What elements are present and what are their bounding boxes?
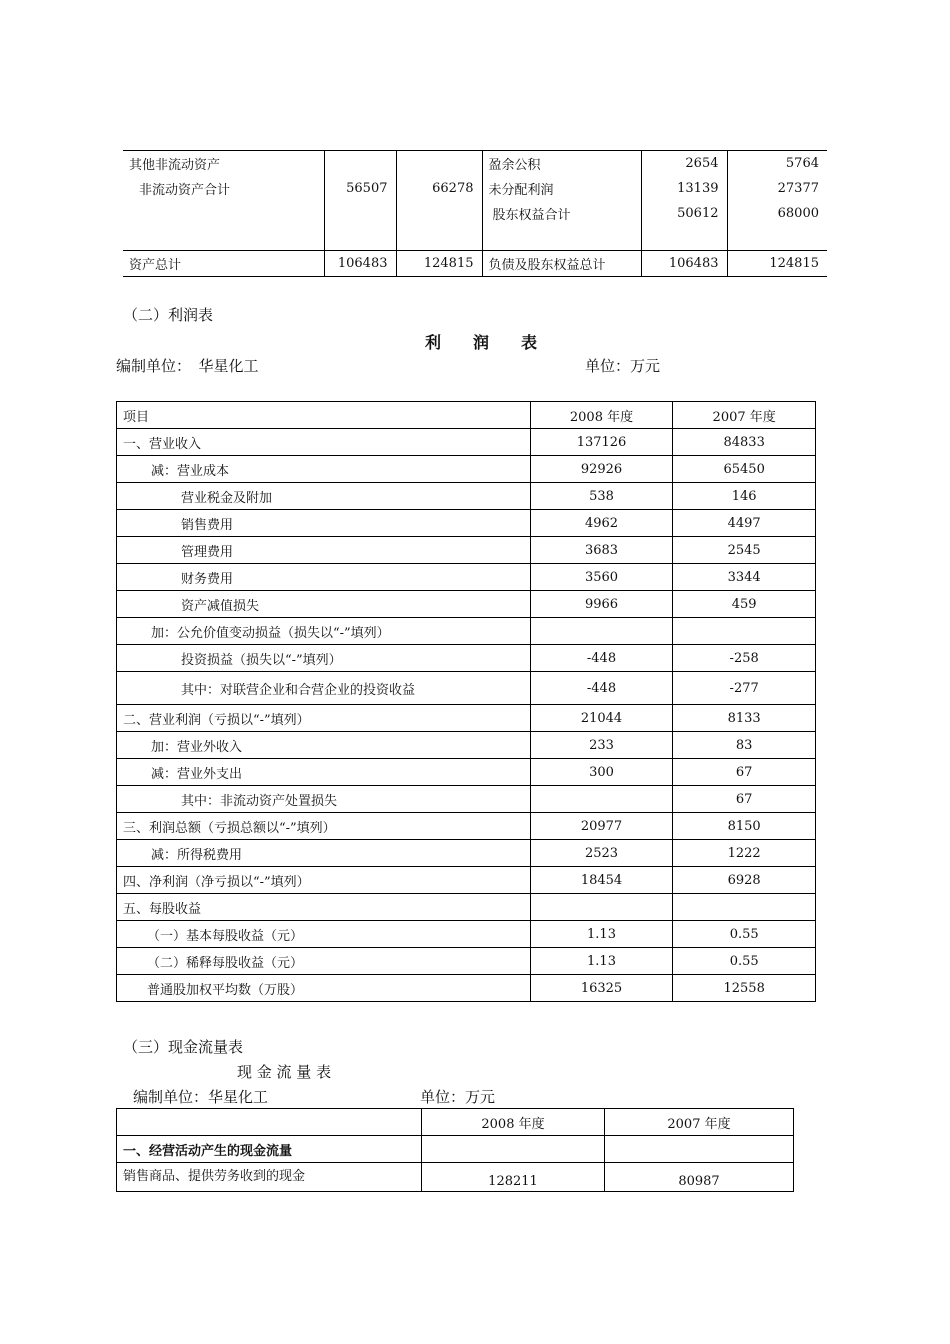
value-2007: 459 [673, 591, 816, 618]
table-row [117, 564, 816, 591]
row-label: 销售费用 [117, 510, 531, 537]
table-row [117, 732, 816, 759]
balance-label: 其他非流动资产 [123, 151, 324, 177]
row-label: 营业税金及附加 [117, 483, 531, 510]
table-row [117, 618, 816, 645]
total-equity-label: 负债及股东权益总计 [482, 251, 641, 277]
table-row [117, 591, 816, 618]
income-statement-title: 利 润 表 [425, 333, 538, 352]
balance-sheet-fragment [123, 150, 827, 277]
table-row [117, 456, 816, 483]
balance-label: 非流动资产合计 [139, 183, 231, 198]
value-2007: 84833 [673, 429, 816, 456]
column-header-2007: 2007 年度 [605, 1109, 794, 1136]
column-header-2008: 2008 年度 [422, 1109, 605, 1136]
value-2008: 16325 [530, 975, 673, 1002]
value-2007: 2545 [673, 537, 816, 564]
value-2008 [530, 618, 673, 645]
row-label: 投资损益（损失以“-”填列） [117, 645, 531, 672]
row-label: 二、营业利润（亏损以“-”填列） [117, 705, 531, 732]
row-label: 加：营业外收入 [117, 732, 531, 759]
value-2008: 9966 [530, 591, 673, 618]
value-2008: 92926 [530, 456, 673, 483]
value-2008: -448 [530, 645, 673, 672]
row-label: 三、利润总额（亏损总额以“-”填列） [117, 813, 531, 840]
value-2007 [605, 1136, 794, 1163]
table-header-row [117, 402, 816, 429]
value-2008: 233 [530, 732, 673, 759]
total-value-2007: 124815 [396, 251, 482, 277]
total-label: 资产总计 [123, 251, 324, 277]
row-label: 其中：对联营企业和合营企业的投资收益 [117, 672, 531, 705]
section-heading-income: （二）利润表 [123, 306, 214, 324]
row-label: （一）基本每股收益（元） [117, 921, 531, 948]
value-2007: 8133 [673, 705, 816, 732]
table-row [117, 429, 816, 456]
table-row [117, 483, 816, 510]
table-row [117, 537, 816, 564]
value-2008: 3560 [530, 564, 673, 591]
value-2008: 3683 [530, 537, 673, 564]
equity-value-2008: 2654 [641, 151, 727, 177]
value-2007: 146 [673, 483, 816, 510]
value-2007: 67 [673, 759, 816, 786]
value-2008: 4962 [530, 510, 673, 537]
equity-value-2007: 27377 [727, 176, 827, 201]
value-2008: 18454 [530, 867, 673, 894]
table-row [117, 975, 816, 1002]
value-2008: 128211 [422, 1163, 605, 1192]
row-label: 五、每股收益 [117, 894, 531, 921]
total-equity-value-2008: 106483 [641, 251, 727, 277]
equity-value-2007: 5764 [727, 151, 827, 177]
value-2008: 137126 [530, 429, 673, 456]
equity-label: 未分配利润 [482, 176, 641, 201]
total-row [123, 251, 827, 277]
value-2008: 2523 [530, 840, 673, 867]
row-label: 其中：非流动资产处置损失 [117, 786, 531, 813]
table-row [117, 1163, 794, 1192]
total-value-2008: 106483 [324, 251, 396, 277]
row-label: 一、营业收入 [117, 429, 531, 456]
row-label: 一、经营活动产生的现金流量 [117, 1136, 422, 1163]
table-row [117, 813, 816, 840]
value-2007: 80987 [605, 1163, 794, 1192]
value-2008 [530, 894, 673, 921]
table-row [117, 867, 816, 894]
equity-value-2007: 68000 [727, 201, 827, 226]
value-2007: 65450 [673, 456, 816, 483]
value-2008: 1.13 [530, 921, 673, 948]
column-header-2008: 2008 年度 [530, 402, 673, 429]
cash-flow-currency-unit: 单位：万元 [420, 1088, 496, 1106]
currency-unit: 单位：万元 [585, 357, 661, 375]
value-2007: 1222 [673, 840, 816, 867]
row-label: 资产减值损失 [117, 591, 531, 618]
cash-flow-title: 现 金 流 量 表 [237, 1063, 332, 1081]
equity-value-2008: 13139 [641, 176, 727, 201]
value-2008 [422, 1136, 605, 1163]
column-header-2007: 2007 年度 [673, 402, 816, 429]
column-header-item: 项目 [117, 402, 531, 429]
balance-value-2008: 56507 [324, 176, 396, 201]
table-header-row [117, 1109, 794, 1136]
row-label: 普通股加权平均数（万股） [117, 975, 531, 1002]
row-label: 减：营业成本 [117, 456, 531, 483]
value-2007: -258 [673, 645, 816, 672]
value-2008 [530, 786, 673, 813]
compiler-unit: 编制单位： 华星化工 [116, 357, 259, 375]
table-row [117, 645, 816, 672]
table-row [117, 1136, 794, 1163]
value-2008: -448 [530, 672, 673, 705]
table-row [117, 948, 816, 975]
table-row [123, 176, 827, 201]
table-row [117, 705, 816, 732]
section-heading-cash-flow: （三）现金流量表 [123, 1038, 244, 1056]
table-row [117, 840, 816, 867]
total-equity-value-2007: 124815 [727, 251, 827, 277]
value-2007: 12558 [673, 975, 816, 1002]
value-2007: 6928 [673, 867, 816, 894]
value-2007: 0.55 [673, 948, 816, 975]
value-2007: 83 [673, 732, 816, 759]
value-2007: -277 [673, 672, 816, 705]
row-label: 财务费用 [117, 564, 531, 591]
table-row [117, 894, 816, 921]
value-2008: 300 [530, 759, 673, 786]
row-label: （二）稀释每股收益（元） [117, 948, 531, 975]
balance-label [123, 201, 324, 226]
value-2008: 21044 [530, 705, 673, 732]
row-label: 管理费用 [117, 537, 531, 564]
value-2008: 1.13 [530, 948, 673, 975]
value-2008: 20977 [530, 813, 673, 840]
balance-value-2008 [324, 151, 396, 177]
row-label: 减：营业外支出 [117, 759, 531, 786]
row-label: 减：所得税费用 [117, 840, 531, 867]
value-2007 [673, 894, 816, 921]
value-2007: 4497 [673, 510, 816, 537]
table-row [117, 672, 816, 705]
balance-value-2007: 66278 [396, 176, 482, 201]
income-statement-table [116, 401, 816, 1002]
table-row [123, 226, 827, 251]
cash-flow-table [116, 1108, 794, 1192]
equity-label: 盈余公积 [482, 151, 641, 177]
column-header-item [117, 1109, 422, 1136]
table-row [123, 201, 827, 226]
value-2007: 0.55 [673, 921, 816, 948]
equity-label: 股东权益合计 [482, 201, 641, 226]
table-row [117, 510, 816, 537]
table-row [123, 151, 827, 177]
equity-value-2008: 50612 [641, 201, 727, 226]
balance-value-2007 [396, 151, 482, 177]
value-2007: 67 [673, 786, 816, 813]
balance-value-2008 [324, 201, 396, 226]
row-label: 四、净利润（净亏损以“-”填列） [117, 867, 531, 894]
value-2007 [673, 618, 816, 645]
value-2007: 3344 [673, 564, 816, 591]
table-row [117, 786, 816, 813]
row-label: 销售商品、提供劳务收到的现金 [117, 1163, 422, 1192]
value-2007: 8150 [673, 813, 816, 840]
table-row [117, 921, 816, 948]
row-label: 加：公允价值变动损益（损失以“-”填列） [117, 618, 531, 645]
cash-flow-compiler-unit: 编制单位：华星化工 [133, 1088, 269, 1106]
balance-value-2007 [396, 201, 482, 226]
value-2008: 538 [530, 483, 673, 510]
table-row [117, 759, 816, 786]
